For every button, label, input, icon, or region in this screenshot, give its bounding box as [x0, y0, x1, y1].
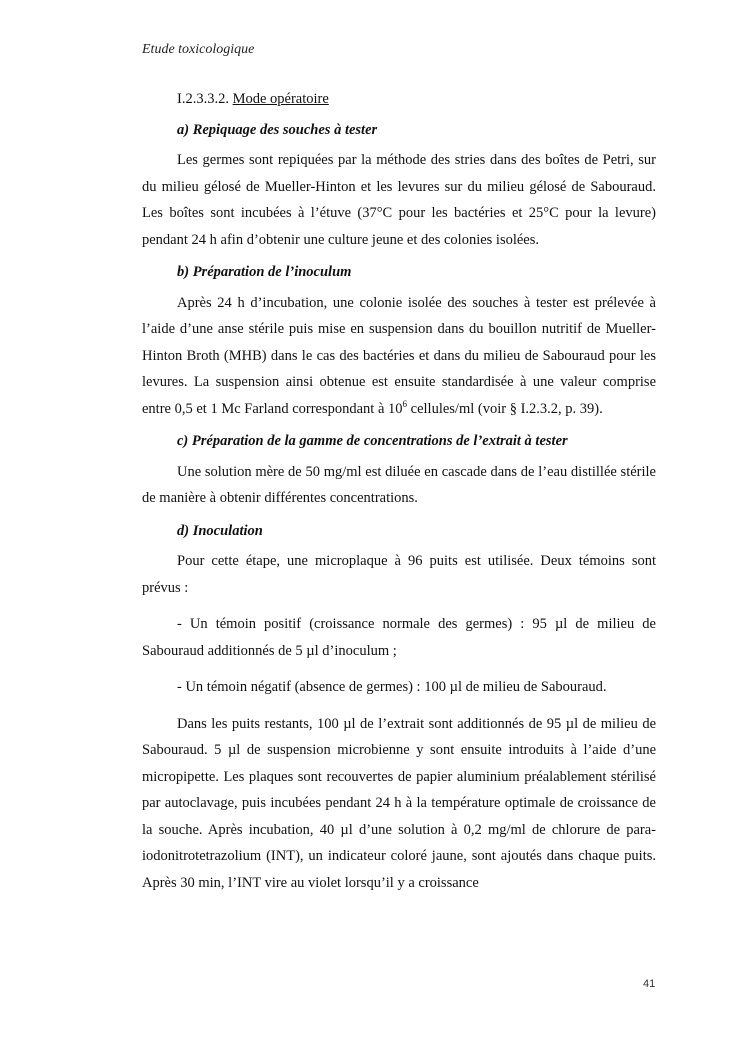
subsection-b-title: b) Préparation de l’inoculum	[177, 264, 352, 280]
subsection-c-paragraph: Une solution mère de 50 mg/ml est diluée en cascade dans de l’eau distillée stérile de manière à obtenir différentes concentrations.	[142, 463, 656, 506]
subsection-a-paragraph: Les germes sont repiquées par la méthode des stries dans des boîtes de Petri, sur du milieu gélosé de Mueller-Hinton et les levures sur du milieu gélosé de Sabouraud. Les boîtes sont incubées à l’étuve (37°C pour les bactéries et 25°C pour la levure) pendant 24 h afin d’obtenir une culture jeune et des colonies isolées.	[142, 152, 656, 248]
page-content	[142, 86, 656, 902]
subsection-b-text-part2: cellules/ml (voir § I.2.3.2, p. 39).	[407, 400, 603, 417]
control-positive-item: - Un témoin positif (croissance normale des germes) : 95 µl de milieu de Sabouraud additionnés de 5 µl d’inoculum ;	[142, 616, 656, 659]
subsection-a-title: a) Repiquage des souches à tester	[177, 121, 378, 138]
subsection-d-paragraph: Dans les puits restants, 100 µl de l’extrait sont additionnés de 95 µl de milieu de Sabouraud. 5 µl de suspension microbienne y sont ensuite introduits à l’aide d’une micropipette. Les plaques sont recouvertes de papier aluminium préalablement stérilisé par autoclavage, puis incubées pendant 24 h à la température optimale de croissance de la souche. Après incubation, 40 µl d’une solution à 0,2 mg/ml de chlorure de para-iodonitrotetrazolium (INT), un indicateur coloré jaune, sont ajoutés dans chaque puits. Après 30 min, l’INT vire au violet lorsqu’il y a croissance	[142, 715, 656, 891]
subsection-b-text-part1: Après 24 h d’incubation, une colonie isolée des souches à tester est prélevée à l’aide d’une anse stérile puis mise en suspension dans du bouillon nutritif de Mueller-Hinton Broth (MHB) dans le cas des bactéries et dans du milieu de Sabouraud pour les levures. La suspension ainsi obtenue est ensuite standardisée à une valeur comprise entre 0,5 et 1 Mc Farland correspondant à 10	[142, 294, 656, 417]
section-number: I.2.3.3.2.	[177, 91, 229, 107]
exponent: 6	[402, 398, 408, 409]
section-heading	[142, 86, 656, 113]
section-title: Mode opératoire	[232, 91, 329, 107]
subsection-d-intro: Pour cette étape, une microplaque à 96 puits est utilisée. Deux témoins sont prévus :	[142, 553, 656, 596]
running-header: Etude toxicologique	[142, 42, 255, 57]
control-negative-item: - Un témoin négatif (absence de germes) : 100 µl de milieu de Sabouraud.	[177, 679, 607, 695]
subsection-d-title: d) Inoculation	[177, 522, 263, 539]
page-number: 41	[643, 978, 656, 990]
subsection-c-title: c) Préparation de la gamme de concentrations de l’extrait à tester	[177, 433, 568, 449]
subsection-b-paragraph	[142, 290, 656, 423]
